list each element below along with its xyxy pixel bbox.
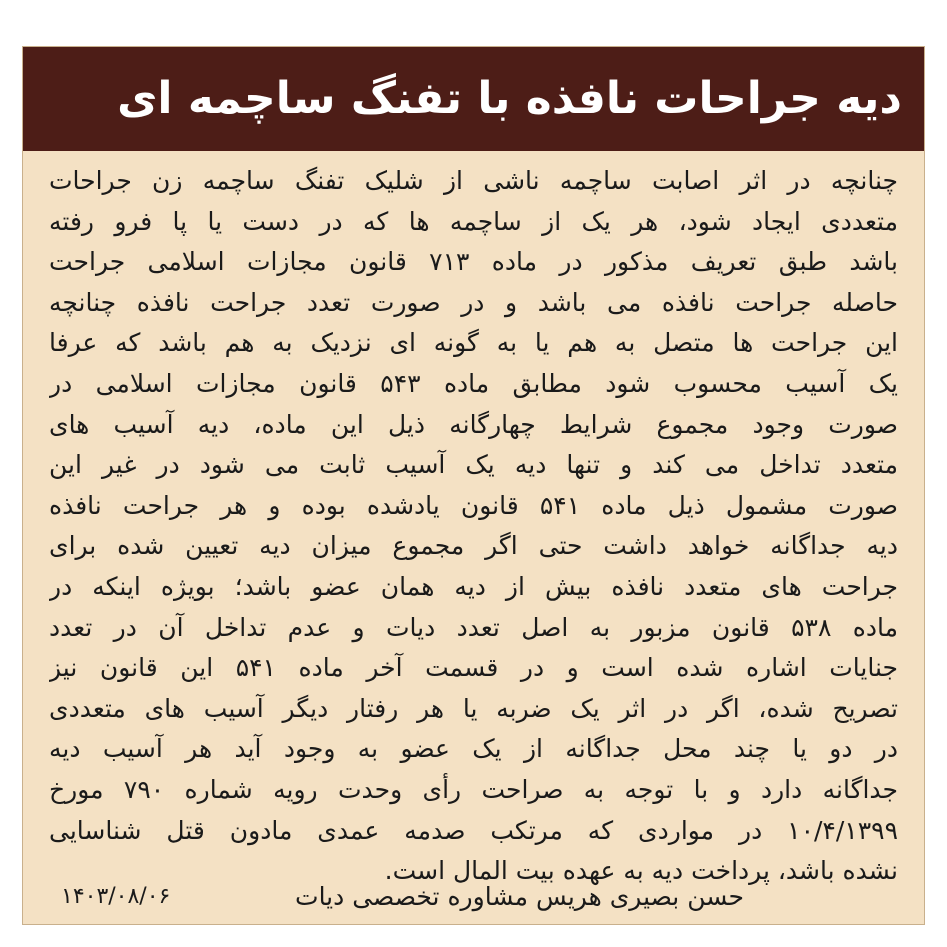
body-line: جداگانه دارد و با توجه به صراحت رأی وحدت رویه شماره ۷۹۰ مورخ [49, 774, 898, 804]
body-line: متعددی ایجاد شود، هر یک از ساچمه ها که در دست یا پا فرو رفته [49, 206, 898, 236]
body-line: ماده ۵۳۸ قانون مزبور به اصل تعدد دیات و عدم تداخل آن در تعدد [49, 612, 898, 642]
body-line: نشده باشد، پرداخت دیه به عهده بیت المال است. [384, 856, 898, 886]
body-line: حاصله جراحت نافذه می باشد و در صورت تعدد جراحت نافذه چنانچه [49, 287, 898, 317]
body-line: صورت وجود مجموع شرایط چهارگانه ذیل این ماده، دیه آسیب های [49, 409, 898, 439]
body-line: متعدد تداخل می کند و تنها دیه یک آسیب ثابت می شود در غیر این [49, 450, 898, 480]
title-banner [23, 47, 924, 151]
article-title: دیه جراحات نافذه با تفنگ ساچمه ای [117, 73, 902, 124]
article-footer [23, 873, 924, 919]
article-body [23, 151, 924, 892]
body-line: دیه جداگانه خواهد داشت حتی اگر مجموع میزان دیه تعیین شده برای [49, 531, 898, 561]
publish-date: ۱۴۰۳/۰۸/۰۶ [61, 883, 171, 909]
body-line: صورت مشمول ذیل ماده ۵۴۱ قانون یادشده بوده و هر جراحت نافذه [49, 490, 898, 520]
body-line: جنایات اشاره شده است و در قسمت آخر ماده ۵۴۱ این قانون نیز [49, 653, 898, 683]
article-card [22, 46, 925, 925]
body-line: چنانچه در اثر اصابت ساچمه ناشی از شلیک تفنگ ساچمه زن جراحات [49, 166, 898, 195]
body-line: جراحت های متعدد نافذه بیش از دیه همان عضو باشد؛ بویژه اینکه در [49, 571, 898, 601]
author-signature: حسن بصیری هریس مشاوره تخصصی دیات [295, 881, 744, 911]
body-line: باشد طبق تعریف مذکور در ماده ۷۱۳ قانون مجازات اسلامی جراحت [49, 247, 898, 277]
body-line: یک آسیب محسوب شود مطابق ماده ۵۴۳ قانون مجازات اسلامی در [49, 368, 898, 398]
body-line: تصریح شده، اگر در اثر یک ضربه یا هر رفتار دیگر آسیب های متعددی [49, 693, 898, 723]
body-line: این جراحت ها متصل به هم یا به گونه ای نزدیک به هم باشد که عرفا [49, 328, 898, 358]
body-line: در دو یا چند محل جداگانه از یک عضو به وجود آید هر آسیب دیه [49, 734, 898, 764]
body-line: ۱۰/۴/۱۳۹۹ در مواردی که مرتکب صدمه عمدی مادون قتل شناسایی [49, 815, 898, 845]
